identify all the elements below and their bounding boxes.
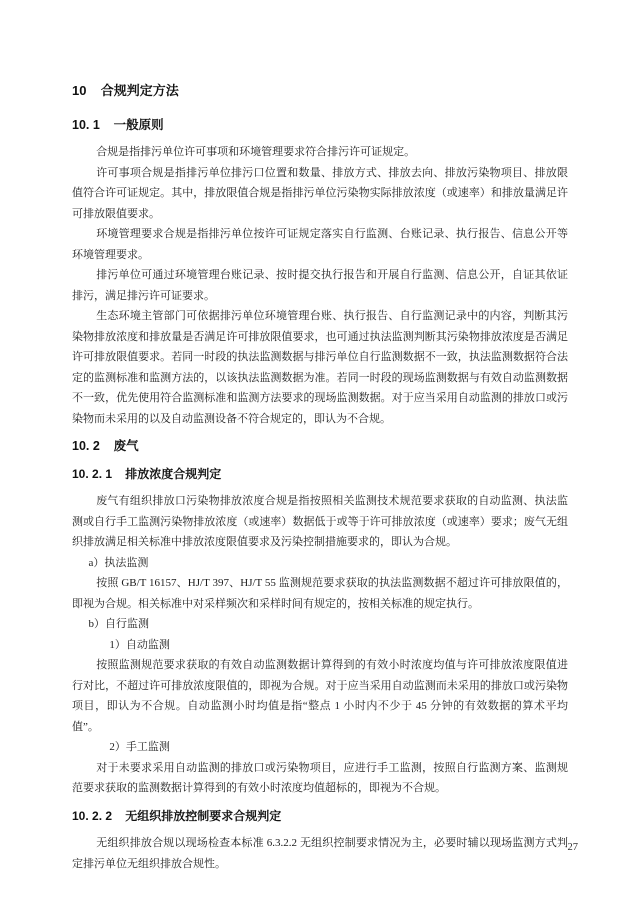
section-number: 10. 2	[72, 439, 100, 453]
paragraph: 按照监测规范要求获取的有效自动监测数据计算得到的有效小时浓度均值与许可排放浓度限值进行对比，不超过许可排放浓度限值的，即视为合规。对于应当采用自动监测而未采用的排放口或污染物项目，即认为不合规。自动监测小时均值是指“整点 1 小时内不少于 45 分钟的有效数据的算术平均值”。	[72, 659, 568, 733]
paragraph: 无组织排放合规以现场检查本标准 6.3.2.2 无组织控制要求情况为主，必要时辅以现场监测方式判定排污单位无组织排放合规性。	[72, 837, 568, 870]
section-title: 废气	[113, 439, 139, 453]
section-heading-10-1	[72, 115, 568, 136]
subsection-title: 排放浓度合规判定	[125, 466, 222, 481]
list-item-b2: 2）手工监测	[109, 741, 170, 753]
section-number: 10. 1	[72, 117, 100, 132]
subsection-heading-10-2-1	[72, 464, 568, 485]
chapter-title: 合规判定方法	[100, 83, 179, 98]
chapter-heading	[72, 81, 568, 102]
page-number: 27	[567, 842, 578, 853]
paragraph: 对于未要求采用自动监测的排放口或污染物项目，应进行手工监测，按照自行监测方案、监测规范要求获取的监测数据计算得到的有效小时浓度均值超标的，即视为不合规。	[72, 761, 568, 794]
section-heading-10-2	[72, 436, 568, 457]
list-item-b: b）自行监测	[88, 618, 149, 630]
subsection-number: 10. 2. 1	[72, 466, 113, 481]
subsection-number: 10. 2. 2	[72, 808, 113, 823]
paragraph: 生态环境主管部门可依据排污单位环境管理台账、执行报告、自行监测记录中的内容，判断其污染物排放浓度和排放量是否满足许可排放限值要求，也可通过执法监测判断其污染物排放浓度是否满足许可排放限值要求。若同一时段的执法监测数据与排污单位自行监测数据不一致，执法监测数据符合法定的监测标准和监测方法的，以该执法监测数据为准。若同一时段的现场监测数据与有效自动监测数据不一致，优先使用符合监测标准和监测方法要求的现场监测数据。对于应当采用自动监测的排放口或污染物而未采用的以及自动监测设备不符合规定的，即认为不合规。	[72, 310, 568, 425]
chapter-number: 10	[72, 83, 87, 98]
paragraph: 按照 GB/T 16157、HJ/T 397、HJ/T 55 监测规范要求获取的执法监测数据不超过许可排放限值的，即视为合规。相关标准中对采样频次和采样时间有规定的，按相关标准的规定执行。	[72, 577, 568, 610]
paragraph: 许可事项合规是指排污单位排污口位置和数量、排放方式、排放去向、排放污染物项目、排放限值符合许可证规定。其中，排放限值合规是指排污单位污染物实际排放浓度（或速率）和排放量满足许可排放限值要求。	[72, 166, 568, 220]
section-title: 一般原则	[113, 117, 164, 132]
paragraph: 环境管理要求合规是指排污单位按许可证规定落实自行监测、台账记录、执行报告、信息公开等环境管理要求。	[72, 228, 568, 261]
paragraph: 排污单位可通过环境管理台账记录、按时提交执行报告和开展自行监测、信息公开，自证其依证排污，满足排污许可证要求。	[72, 269, 568, 302]
list-item-a: a）执法监测	[88, 556, 149, 569]
subsection-title: 无组织排放控制要求合规判定	[125, 808, 282, 823]
subsection-heading-10-2-2	[72, 806, 568, 827]
list-item-b1: 1）自动监测	[109, 638, 170, 651]
paragraph: 废气有组织排放口污染物排放浓度合规是指按照相关监测技术规范要求获取的自动监测、执法监测或自行手工监测污染物排放浓度（或速率）数据低于或等于许可排放浓度（或速率）要求；废气无组织排放满足相关标准中排放浓度限值要求及污染控制措施要求的，即认为合规。	[72, 495, 568, 548]
paragraph: 合规是指排污单位许可事项和环境管理要求符合排污许可证规定。	[96, 146, 416, 158]
